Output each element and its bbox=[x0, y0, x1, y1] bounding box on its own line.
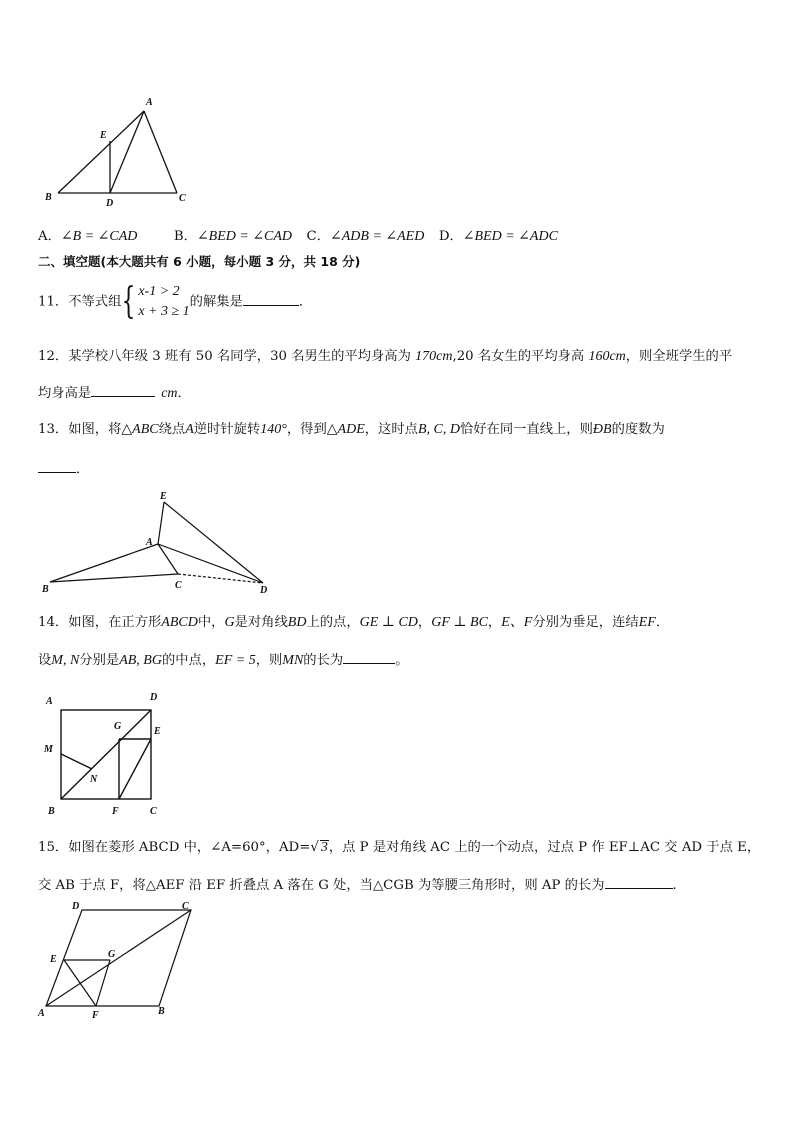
segment-ac bbox=[144, 111, 177, 193]
label-c: C bbox=[182, 901, 189, 912]
question-12-line2: 均身高是 cm． bbox=[38, 386, 191, 401]
brace-icon: { bbox=[121, 281, 136, 322]
segment-ac bbox=[158, 544, 178, 574]
segment-ed bbox=[164, 502, 263, 583]
label-a: A bbox=[146, 97, 153, 108]
question-13: 13．如图，将△ABC绕点A逆时针旋转140°，得到△ADE，这时点B, C, D恰好在同一直线上，则ÐB的度数为 bbox=[38, 422, 665, 437]
label-f: F bbox=[112, 806, 119, 817]
label-e: E bbox=[100, 130, 107, 141]
label-e: E bbox=[160, 491, 167, 502]
label-d: D bbox=[72, 901, 80, 912]
label-d: D bbox=[260, 585, 268, 596]
answer-blank-13[interactable] bbox=[38, 460, 76, 473]
label-n: N bbox=[90, 774, 98, 785]
label-c: C bbox=[175, 580, 182, 591]
segment-ad bbox=[110, 111, 144, 193]
question-12-line1: 12．某学校八年级 3 班有 50 名同学，30 名男生的平均身高为 170cm,20 名女生的平均身高 160cm，则全班学生的平 bbox=[38, 349, 733, 364]
label-a: A bbox=[146, 537, 153, 548]
label-b: B bbox=[42, 584, 49, 595]
question-15-line1: 15．如图在菱形 ABCD 中，∠A=60°，AD=√ 3，点 P 是对角线 AC 上的一个动点，过点 P 作 EF⊥AC 交 AD 于点 E， bbox=[38, 840, 761, 855]
label-a: A bbox=[46, 696, 53, 707]
q10-options bbox=[38, 230, 558, 244]
label-g: G bbox=[108, 949, 116, 960]
label-b: B bbox=[45, 192, 52, 203]
answer-blank-12[interactable] bbox=[91, 384, 155, 397]
label-d: D bbox=[150, 692, 158, 703]
figure-rhombus bbox=[38, 894, 208, 1024]
question-13-answer: ． bbox=[38, 460, 89, 476]
option-d: D．∠BED = ∠ADC bbox=[438, 229, 558, 244]
question-14-line1: 14．如图，在正方形ABCD中，G是对角线BD上的点，GE ⊥ CD，GF ⊥ BC，E、F分别为垂足，连结EF． bbox=[38, 615, 670, 630]
diagonal-ac bbox=[46, 910, 191, 1006]
inequality-system: { x-1 > 2 x + 3 ≥ 1 bbox=[121, 281, 190, 322]
diagonal-bd bbox=[61, 710, 151, 799]
option-b: B．∠BED = ∠CAD bbox=[173, 229, 293, 244]
label-b: B bbox=[48, 806, 55, 817]
segment-ae bbox=[158, 502, 164, 544]
figure-rotation bbox=[38, 490, 278, 600]
figure-square bbox=[38, 688, 178, 823]
question-15-line2: 交 AB 于点 F，将△AEF 沿 EF 折叠点 A 落在 G 处，当△CGB 为等腰三角形时，则 AP 的长为 . bbox=[38, 878, 677, 893]
answer-blank-15[interactable] bbox=[605, 876, 673, 889]
segment-ab bbox=[58, 111, 144, 193]
sqrt-icon: √ bbox=[310, 840, 319, 855]
label-a: A bbox=[38, 1008, 45, 1019]
label-m: M bbox=[44, 744, 53, 755]
section-heading: 二、填空题(本大题共有 6 小题，每小题 3 分，共 18 分) bbox=[38, 254, 361, 269]
label-f: F bbox=[92, 1010, 99, 1021]
label-d: D bbox=[106, 198, 114, 209]
label-e: E bbox=[50, 954, 57, 965]
label-b: B bbox=[158, 1006, 165, 1017]
label-e: E bbox=[154, 726, 161, 737]
label-g: G bbox=[114, 721, 122, 732]
label-c: C bbox=[179, 193, 186, 204]
question-11: 11．不等式组 { x-1 > 2 x + 3 ≥ 1 的解集是 ． bbox=[38, 281, 313, 322]
label-c: C bbox=[150, 806, 157, 817]
segment-ef bbox=[64, 960, 96, 1006]
option-a: A．∠B = ∠CAD bbox=[38, 229, 138, 244]
option-c: C．∠ADB = ∠AED bbox=[306, 229, 425, 244]
answer-blank-14[interactable] bbox=[343, 651, 395, 664]
segment-gf bbox=[96, 960, 110, 1006]
figure-triangle-abc bbox=[40, 94, 200, 209]
segment-ef bbox=[119, 739, 151, 799]
question-14-line2: 设M, N分别是AB, BG的中点，EF = 5，则MN的长为 。 bbox=[38, 653, 409, 668]
segment-mn bbox=[61, 754, 92, 769]
answer-blank-11[interactable] bbox=[243, 293, 299, 306]
